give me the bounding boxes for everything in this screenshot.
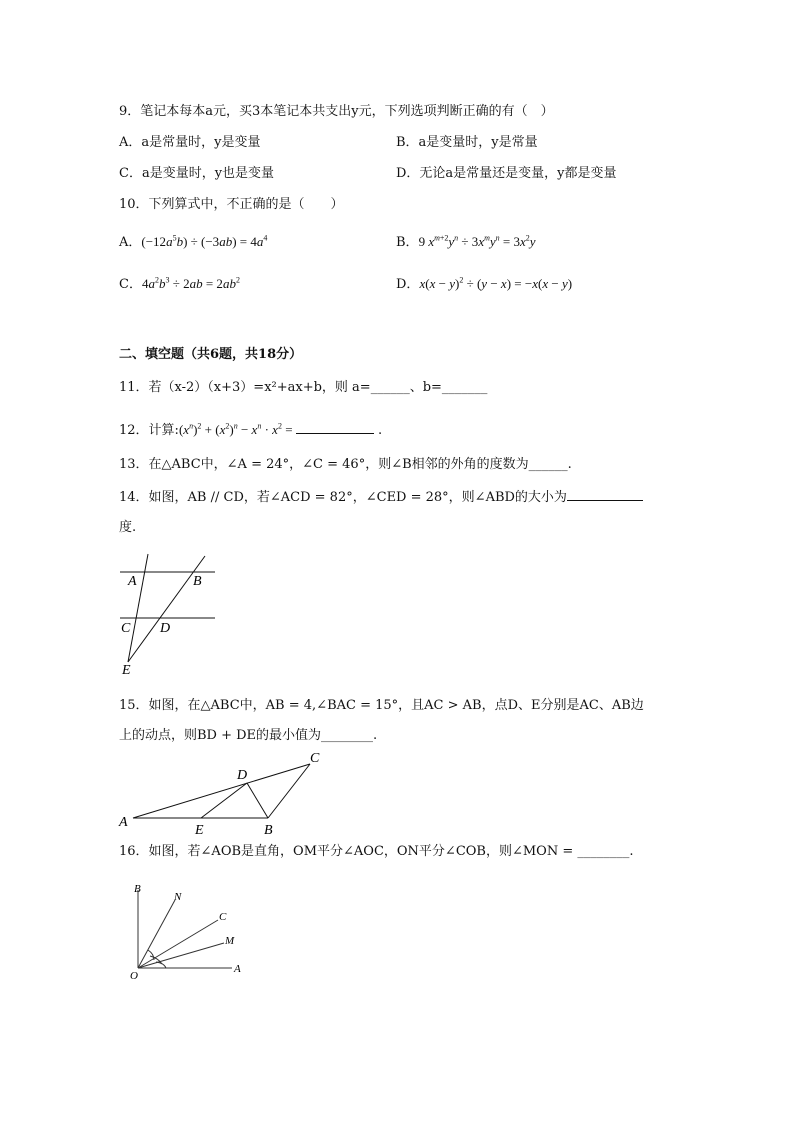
q12: 12．计算$:(x^n)^2 + (x^2)^n - x^n \cdot x^2$ = . bbox=[119, 421, 383, 438]
q9-option-b: B．a是变量时，y是常量 bbox=[396, 135, 538, 150]
figure-14 bbox=[115, 550, 225, 680]
fig16-angle-arc-3 bbox=[156, 962, 166, 968]
q15-cont: 上的动点，则BD + DE的最小值为________. bbox=[119, 728, 378, 743]
fig15-label-a: A bbox=[119, 815, 128, 830]
figure-15 bbox=[115, 748, 335, 838]
q11: 11．若（x-2）（x+3）=x²+ax+b，则 a=______、b=_______ bbox=[119, 380, 488, 395]
q10-option-d: D．$x(x - y)^2 \div (y - x) = -x(x - y)$ bbox=[396, 275, 573, 292]
fig16-label-o: O bbox=[130, 970, 138, 982]
q10-option-c: C．$4a^2b^3 \div 2ab = 2ab^2$ bbox=[119, 275, 240, 292]
fig16-ray-om bbox=[138, 943, 224, 968]
fig15-label-d: D bbox=[237, 768, 248, 783]
fig15-segment-de bbox=[201, 783, 247, 818]
fig14-label-c: C bbox=[121, 621, 131, 636]
fig15-segment-bd bbox=[247, 783, 268, 818]
fig15-label-b: B bbox=[264, 823, 273, 838]
fig16-label-m: M bbox=[225, 935, 235, 947]
fig16-ray-oc bbox=[138, 920, 218, 968]
fig15-label-c: C bbox=[310, 751, 320, 766]
fig14-label-e: E bbox=[122, 663, 131, 678]
q10-expr-c: $4a^2b^3 \div 2ab = 2ab^2$ bbox=[141, 275, 240, 291]
q9-option-d: D．无论a是常量还是变量，y都是变量 bbox=[396, 166, 617, 181]
q9-option-a: A．a是常量时，y是变量 bbox=[119, 135, 261, 150]
q13: 13．在△ABC中，∠A = 24°，∠C = 46°，则∠B相邻的外角的度数为______. bbox=[119, 457, 572, 472]
q10-stem: 10．下列算式中，不正确的是（ ） bbox=[119, 197, 344, 212]
fig15-side-bc bbox=[268, 764, 310, 818]
fig16-label-c: C bbox=[219, 911, 227, 923]
fig15-side-ac bbox=[133, 764, 310, 818]
q9-stem: 9．笔记本每本a元，买3本笔记本共支出y元，下列选项判断正确的有（ ） bbox=[119, 104, 554, 119]
q12-expr: $(x^n)^2 + (x^2)^n - x^n \cdot x^2$ = bbox=[178, 421, 296, 437]
q10-expr-a: $(-12a^5b) \div (-3ab) = 4a^4$ bbox=[141, 233, 268, 249]
fig16-ray-on bbox=[138, 900, 175, 968]
fig16-label-n: N bbox=[174, 891, 182, 903]
fig14-label-b: B bbox=[193, 574, 202, 589]
fig16-label-b: B bbox=[134, 883, 141, 895]
fig15-label-e: E bbox=[195, 823, 204, 838]
section-title: 二、填空题（共6题，共18分） bbox=[119, 347, 303, 362]
fig14-label-a: A bbox=[128, 574, 137, 589]
q10-option-b: B．9 $x^{m+2}y^n \div 3x^my^n = 3x^2y$ bbox=[396, 233, 536, 250]
fig14-line-ae bbox=[128, 554, 148, 662]
q12-answer-blank[interactable] bbox=[296, 421, 374, 434]
q10-expr-d: $x(x - y)^2 \div (y - x) = -x(x - y)$ bbox=[419, 275, 573, 291]
q14: 14．如图，AB // CD，若∠ACD = 82°，∠CED = 28°，则∠ABD的大小为 bbox=[119, 488, 643, 507]
fig16-label-a: A bbox=[234, 963, 241, 975]
q9-option-c: C．a是变量时，y也是变量 bbox=[119, 166, 275, 181]
q14-unit: 度. bbox=[119, 520, 137, 535]
q10-option-a: A．$(-12a^5b) \div (-3ab) = 4a^4$ bbox=[119, 233, 268, 250]
q14-answer-blank[interactable] bbox=[567, 488, 643, 501]
q15: 15．如图，在△ABC中，AB = 4,∠BAC = 15°，且AC > AB，点D、E分别是AC、AB边 bbox=[119, 698, 644, 713]
fig14-label-d: D bbox=[160, 621, 171, 636]
q10-expr-b: 9 $x^{m+2}y^n \div 3x^my^n = 3x^2y$ bbox=[418, 233, 536, 249]
q16: 16．如图，若∠AOB是直角，OM平分∠AOC，ON平分∠COB，则∠MON = ________. bbox=[119, 844, 634, 859]
figure-16 bbox=[120, 880, 260, 985]
